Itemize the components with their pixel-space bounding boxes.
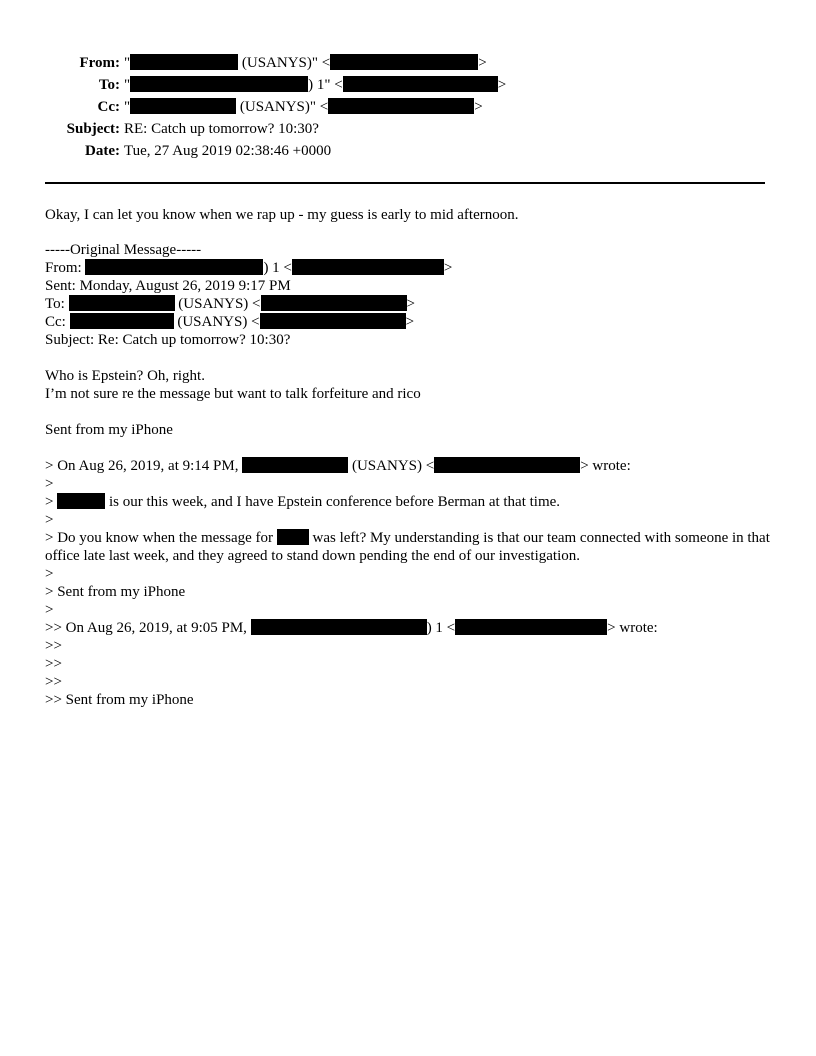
- header-cc-row: [0, 98, 816, 116]
- from-label: From:: [79, 55, 120, 71]
- cc-close: >: [474, 99, 483, 115]
- message-line: I’m not sure re the message but want to talk forfeiture and rico: [45, 386, 421, 402]
- quoted-mid: (USANYS) <: [348, 458, 435, 474]
- orig-from-close: >: [443, 260, 453, 276]
- date-value: Tue, 27 Aug 2019 02:38:46 +0000: [124, 143, 332, 159]
- from-quote: ": [124, 55, 131, 71]
- header-from-row: [0, 54, 816, 72]
- original-message-marker: -----Original Message-----: [45, 242, 202, 258]
- quoted-prefix: >> On Aug 26, 2019, at 9:05 PM,: [45, 620, 251, 636]
- redaction-box: [292, 259, 444, 275]
- original-cc-line: [45, 313, 414, 331]
- quoted-prefix: > Do you know when the message for: [45, 530, 277, 546]
- redaction-box: [251, 619, 427, 635]
- redaction-box: [69, 295, 175, 311]
- to-close: >: [497, 77, 507, 93]
- redaction-box: [85, 259, 263, 275]
- redaction-box: [242, 457, 348, 473]
- double-quoted-header-line: [45, 619, 658, 637]
- orig-cc-label: Cc:: [45, 314, 70, 330]
- header-subject-row: [0, 120, 816, 138]
- quoted-blank-line: >: [45, 602, 54, 618]
- quoted-line: [45, 493, 560, 511]
- quoted-text: is our this week, and I have Epstein conference before Berman at that time.: [105, 494, 561, 510]
- quoted-paragraph: [45, 529, 773, 565]
- cc-quote: ": [124, 99, 131, 115]
- quoted-blank-line: >: [45, 512, 54, 528]
- quoted-mid: ) 1 <: [426, 620, 456, 636]
- date-label: Date:: [85, 143, 120, 159]
- from-close: >: [478, 55, 487, 71]
- cc-mid-text: (USANYS)" <: [236, 99, 329, 115]
- redaction-box: [277, 529, 309, 545]
- orig-to-close: >: [406, 296, 415, 312]
- orig-from-mid: ) 1 <: [263, 260, 292, 276]
- from-mid-text: (USANYS)" <: [238, 55, 331, 71]
- redaction-box: [261, 295, 407, 311]
- to-value: [124, 76, 506, 94]
- cc-value: [124, 98, 483, 116]
- header-date-row: [0, 142, 816, 160]
- quoted-prefix: > On Aug 26, 2019, at 9:14 PM,: [45, 458, 243, 474]
- quoted-prefix: >: [45, 494, 58, 510]
- redaction-box: [434, 457, 580, 473]
- reply-text: Okay, I can let you know when we rap up - my guess is early to mid afternoon.: [45, 207, 519, 223]
- redaction-box: [343, 76, 498, 92]
- quoted-blank-line: >: [45, 476, 54, 492]
- quoted-end: > wrote:: [607, 620, 658, 636]
- cc-label: Cc:: [97, 99, 120, 115]
- header-divider: [45, 182, 765, 184]
- redaction-box: [330, 54, 478, 70]
- redaction-box: [455, 619, 607, 635]
- original-sent-line: Sent: Monday, August 26, 2019 9:17 PM: [45, 278, 291, 294]
- original-to-line: [45, 295, 415, 313]
- redaction-box: [130, 54, 238, 70]
- orig-from-label: From:: [45, 260, 86, 276]
- redaction-box: [260, 313, 406, 329]
- signature-line: Sent from my iPhone: [45, 422, 173, 438]
- to-mid-text: ) 1" <: [308, 77, 343, 93]
- to-label: To:: [98, 77, 120, 93]
- orig-cc-close: >: [405, 314, 415, 330]
- quoted-end: > wrote:: [580, 458, 631, 474]
- quoted-text: was left? My understanding is that our team connected with someone in that office late last week, and they agreed to stand down pending the end of our investigation.: [45, 530, 770, 564]
- redaction-box: [328, 98, 474, 114]
- redaction-box: [57, 493, 105, 509]
- orig-cc-mid: (USANYS) <: [173, 314, 260, 330]
- quoted-header-line: [45, 457, 631, 475]
- original-subject-line: Subject: Re: Catch up tomorrow? 10:30?: [45, 332, 291, 348]
- quoted-blank-line: >: [45, 566, 54, 582]
- original-from-line: [45, 259, 452, 277]
- double-quoted-blank-line: >>: [45, 638, 62, 654]
- header-to-row: [0, 76, 816, 94]
- to-quote: ": [124, 77, 131, 93]
- redaction-box: [130, 98, 236, 114]
- message-line: Who is Epstein? Oh, right.: [45, 368, 205, 384]
- subject-label: Subject:: [66, 121, 120, 137]
- double-quoted-signature-line: >> Sent from my iPhone: [45, 692, 194, 708]
- orig-to-mid: (USANYS) <: [174, 296, 261, 312]
- double-quoted-blank-line: >>: [45, 656, 62, 672]
- quoted-signature-line: > Sent from my iPhone: [45, 584, 186, 600]
- double-quoted-blank-line: >>: [45, 674, 62, 690]
- from-value: [124, 54, 487, 72]
- subject-value: RE: Catch up tomorrow? 10:30?: [124, 121, 319, 137]
- redaction-box: [130, 76, 308, 92]
- redaction-box: [70, 313, 174, 329]
- orig-to-label: To:: [45, 296, 69, 312]
